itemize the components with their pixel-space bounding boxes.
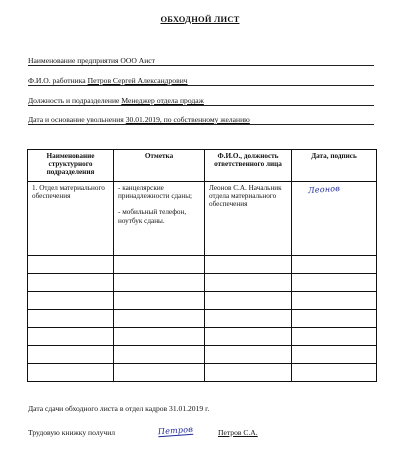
- position-value: Менеджер отдела продаж: [121, 96, 204, 105]
- cell-signature: [292, 182, 377, 256]
- employee-field: [28, 76, 374, 85]
- clearance-table: [27, 149, 377, 382]
- dismissal-label: Дата и основание увольнения: [28, 115, 124, 124]
- mark-devices: - мобильный телефон, ноутбук сданы.: [118, 208, 187, 225]
- table-row: [28, 364, 377, 382]
- leonov-signature: Леонов: [307, 183, 341, 196]
- workbook-label: Трудовую книжку получил: [28, 428, 116, 437]
- employee-value: Петров Сергей Александрович: [87, 76, 188, 85]
- cell-mark: [114, 182, 205, 256]
- cell-responsible: Леонов С.А. Начальник отдела материального обеспечения: [205, 182, 292, 256]
- document-title: ОБХОДНОЙ ЛИСТ: [160, 14, 240, 24]
- table-row: [28, 292, 377, 310]
- workbook-name: Петров С.А.: [218, 428, 258, 437]
- mark-stationery: - канцелярские принадлежности сданы;: [118, 184, 193, 201]
- header-mark: Отметка: [114, 150, 205, 182]
- workbook-line: [28, 424, 374, 437]
- position-field: [28, 96, 374, 105]
- table-row: [28, 346, 377, 364]
- employee-label: Ф.И.О. работника: [28, 76, 86, 85]
- petrov-signature: Петров: [157, 424, 194, 437]
- table-row: [28, 256, 377, 274]
- submission-date-text: Дата сдачи обходного листа в отдел кадров 31.01.2019 г.: [28, 404, 210, 413]
- header-responsible: Ф.И.О., должность ответственного лица: [205, 150, 292, 182]
- table-header-row: [28, 150, 377, 182]
- company-label: Наименование предприятия: [28, 56, 119, 65]
- company-underline: [28, 65, 374, 66]
- company-value: ООО Аист: [120, 56, 155, 65]
- header-date-signature: Дата, подпись: [292, 150, 377, 182]
- table-row: [28, 182, 377, 256]
- dismissal-underline: [28, 124, 374, 125]
- table-row: [28, 274, 377, 292]
- dismissal-field: [28, 115, 374, 124]
- header-department: Наименование структурного подразделения: [28, 150, 114, 182]
- employee-underline: [28, 85, 374, 86]
- position-label: Должность и подразделение: [28, 96, 120, 105]
- cell-department: 1. Отдел материального обеспечения: [28, 182, 114, 256]
- company-field: [28, 56, 374, 65]
- dismissal-value: 30.01.2019, по собственному желанию: [125, 115, 250, 124]
- position-underline: [28, 105, 374, 106]
- table-row: [28, 328, 377, 346]
- table-row: [28, 310, 377, 328]
